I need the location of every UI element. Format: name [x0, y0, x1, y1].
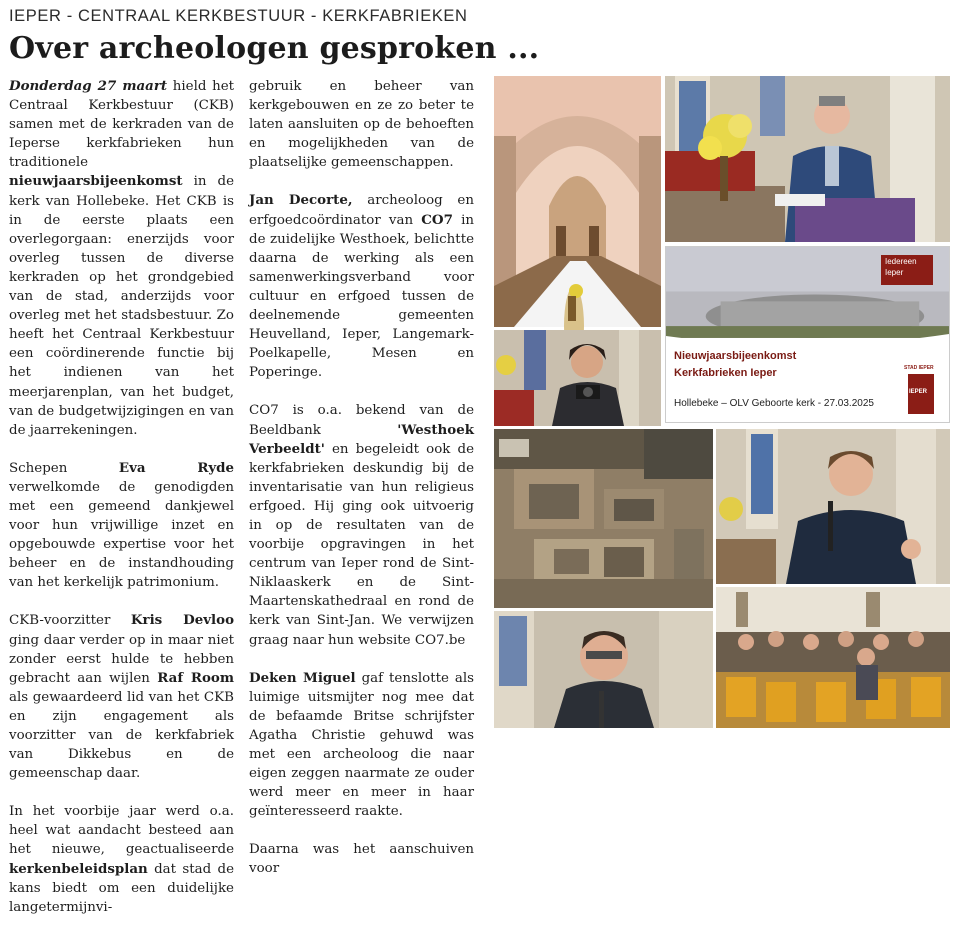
photo-excavation: [494, 429, 713, 608]
banner-caption: Hollebeke – OLV Geboorte kerk - 27.03.2025: [674, 398, 874, 409]
highlight-term: 'Westhoek Verbeeldt': [249, 421, 474, 457]
banner-title-line-2: Kerkfabrieken Ieper: [674, 367, 777, 379]
section-kicker: IEPER - CENTRAAL KERKBESTUUR - KERKFABRIEKEN: [9, 7, 468, 25]
text-span: In het voorbije jaar werd o.a. heel wat aandacht besteed aan het nieuwe, geactualiseerde: [9, 804, 234, 858]
text-span: en begeleidt ook de kerkfabrieken deskundig bij de inventarisatie van hun religieus erfgoed. Hij ging ook uitvoerig in op de resultaten van de voorbije opgravingen in het centrum van Ieper rond de Sint-Niklaaskerk en de Sint-Maartenskathedraal en rond de kerk van Sint-Jan. We verwijzen graag naar hun website CO7.be: [249, 441, 474, 648]
highlight-term: kerkenbeleidsplan: [9, 860, 148, 877]
paragraph-closing: Daarna was het aanschuiven voor: [249, 842, 474, 877]
text-span: in de kerk van Hollebeke. Het CKB is in de eerste plaats een overlegorgaan: enerzijds voor overleg tussen de diverse kerkraden op het grondgebied van de stad, anderzijds voor overleg met het stadsbestuur. Zo heeft het Centraal Kerkbestuur een coördinerende functie bij het indienen van het meerjarenplan, van het budget, van de budgetwijzigingen en van de jaarrekeningen.: [9, 174, 234, 438]
photo-older-speaker: [494, 611, 713, 728]
paragraph-policy: [9, 802, 234, 917]
photo-young-speaker: [716, 429, 950, 584]
banner-logo-letter: IEPER: [909, 389, 928, 395]
paragraph-continuation: gebruik en beheer van kerkgebouwen en ze zo beter te laten aansluiten op de behoeften en mogelijkheden van de plaatselijke gemeenschappen.: [249, 79, 474, 171]
photo-speaker-lectern: [665, 76, 950, 242]
person-name: Eva Ryde: [118, 459, 234, 476]
event-banner: [665, 246, 950, 423]
text-span: als gewaardeerd lid van het CKB en zijn engagement als voorzitter van de kerkfabriek van Dikkebus en de gemeenschap daar.: [9, 689, 234, 782]
banner-logo-label: STAD IEPER: [904, 365, 934, 371]
paragraph-welcome: [9, 459, 234, 593]
paragraph-deken: [249, 669, 474, 822]
paragraph-intro: [9, 77, 234, 440]
text-span: archeoloog en erfgoedcoördinator van: [249, 193, 474, 228]
date-lead: Donderdag 27 maart: [9, 78, 168, 94]
text-span: Schepen: [9, 460, 119, 476]
paragraph-decorte: [249, 191, 474, 382]
photo-church-nave: [494, 76, 661, 327]
text-span: verwelkomde de genodigden met een gemeend dankjewel voor hun vrijwillige inzet en opgebouwde expertise voor het beheer en de instandhouding van het kerkelijk patrimonium.: [9, 479, 234, 591]
person-name: Jan Decorte,: [249, 192, 353, 209]
photo-woman-camera: [494, 330, 661, 426]
paragraph-co7: [249, 401, 474, 649]
text-span: CO7 is o.a. bekend van de Beeldbank: [249, 403, 474, 438]
banner-tag-line-2: Ieper: [885, 268, 904, 277]
article-column-2: [249, 77, 474, 898]
banner-tag-line-1: Iedereen: [885, 257, 917, 266]
highlight-term: nieuwjaarsbijeenkomst: [9, 173, 183, 190]
org-name: CO7: [421, 211, 453, 228]
article-column-1: [9, 77, 234, 936]
person-name: Deken Miguel: [249, 669, 356, 686]
paragraph-chairman: [9, 611, 234, 783]
article-headline: Over archeologen gesproken ...: [9, 31, 540, 66]
person-name: Kris Devloo: [130, 612, 235, 629]
text-span: gaf tenslotte als luimige uitsmijter nog mee dat de befaamde Britse schrijfster Agatha Christie gehuwd was met een archeoloog die naar eigen zeggen naarmate ze ouder werd meer en meer in haar geïnteresseerd raakte.: [249, 670, 474, 820]
text-span: ging daar verder op in maar niet zonder eerst hulde te hebben gebracht aan wijlen: [9, 632, 234, 686]
text-span: CKB-voorzitter: [9, 613, 131, 629]
text-span: hield het Centraal Kerkbestuur (CKB) samen met de kerkraden van de Ieperse kerkfabrieken hun traditionele: [9, 79, 234, 171]
person-name: Raf Room: [157, 669, 234, 686]
banner-title-line-1: Nieuwjaarsbijeenkomst: [674, 350, 797, 362]
photo-audience: [716, 587, 950, 728]
text-span: in de zuidelijke Westhoek, belichtte daarna de werking als een samenwerkingsverband voor cultuur en erfgoed tussen de deelnemende gemeenten Heuvelland, Ieper, Langemark-Poelkapelle, Mesen en Poperinge.: [249, 212, 474, 381]
text-span: dat stad de kans biedt om een duidelijke langetermijnvi-: [9, 861, 234, 915]
